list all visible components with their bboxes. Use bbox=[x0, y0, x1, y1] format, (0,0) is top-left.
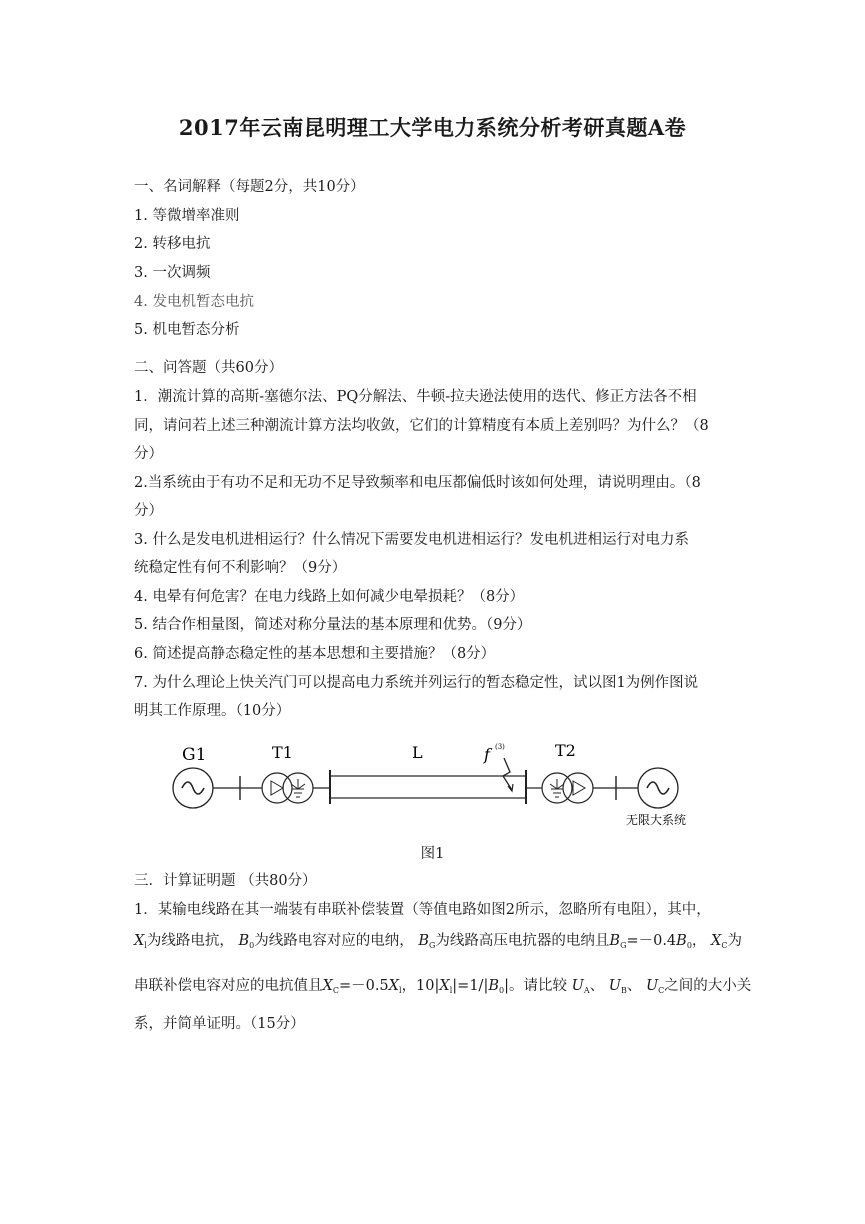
text: 串联补偿电容对应的电抗值且 bbox=[134, 978, 323, 994]
question-2-5: 5. 结合作相量图，简述对称分量法的基本原理和优势。（9分） bbox=[134, 617, 532, 633]
infinite-system-label: 无限大系统 bbox=[626, 813, 687, 827]
text: |。请比较 bbox=[504, 978, 567, 994]
fault-sup: (3) bbox=[495, 743, 505, 751]
g1-label: G1 bbox=[182, 745, 207, 765]
sub-a: A bbox=[583, 986, 590, 995]
text: 、 bbox=[589, 978, 605, 994]
text: 为线路电抗， bbox=[146, 933, 234, 949]
question-3-1-line3 bbox=[134, 976, 752, 1001]
sub-c: C bbox=[658, 986, 665, 995]
sub-l: l bbox=[144, 941, 147, 950]
symbol-X: X bbox=[439, 978, 450, 994]
text: 之间的大小关 bbox=[664, 978, 752, 994]
symbol-B: B bbox=[488, 978, 499, 994]
t1-label: T1 bbox=[272, 743, 293, 762]
symbol-X: X bbox=[134, 933, 145, 949]
generator-g1-icon bbox=[173, 768, 213, 808]
fault-symbol: f bbox=[484, 745, 490, 764]
question-2-2-line2: 分） bbox=[134, 503, 163, 519]
question-2-7-line2: 明其工作原理。（10分） bbox=[134, 703, 291, 719]
text: ， bbox=[691, 933, 707, 949]
transmission-line bbox=[330, 776, 526, 798]
sub-g: G bbox=[620, 941, 627, 950]
symbol-B: B bbox=[676, 933, 687, 949]
text: =－0.4 bbox=[626, 933, 677, 949]
term-item: 3. 一次调频 bbox=[134, 265, 211, 281]
symbol-U: U bbox=[571, 978, 584, 994]
sub-g: G bbox=[429, 941, 436, 950]
transformer-t2-icon bbox=[542, 773, 593, 803]
symbol-B: B bbox=[609, 933, 621, 949]
text: =－0.5 bbox=[338, 978, 389, 994]
section1-heading: 一、名词解释（每题2分，共10分） bbox=[134, 179, 365, 195]
text: |=1/| bbox=[452, 978, 489, 994]
symbol-X: X bbox=[711, 933, 722, 949]
sub-0: 0 bbox=[686, 941, 692, 950]
text: 为 bbox=[727, 933, 742, 949]
term-item: 4. 发电机暂态电抗 bbox=[134, 294, 254, 310]
symbol-B: B bbox=[418, 933, 430, 949]
fault-arrow-icon bbox=[503, 758, 512, 790]
symbol-X: X bbox=[388, 978, 399, 994]
infinite-system-icon bbox=[638, 768, 678, 808]
sub-c: C bbox=[721, 941, 728, 950]
transformer-t1-icon bbox=[262, 773, 313, 803]
question-2-2-line1: 2.当系统由于有功不足和无功不足导致频率和电压都偏低时该如何处理，请说明理由。（8 bbox=[134, 475, 701, 491]
sub-b: B bbox=[620, 986, 627, 995]
question-3-1-line2 bbox=[134, 931, 744, 956]
sub-l: l bbox=[399, 986, 402, 995]
symbol-B: B bbox=[238, 933, 250, 949]
figure1-diagram bbox=[160, 732, 720, 832]
section2-heading: 二、问答题（共60分） bbox=[134, 360, 283, 376]
figure1-caption: 图1 bbox=[420, 846, 445, 862]
text: 为线路电容对应的电纳， bbox=[254, 933, 414, 949]
question-2-1-line1: 1．潮流计算的高斯-塞德尔法、PQ分解法、牛顿-拉夫逊法使用的迭代、修正方法各不相 bbox=[134, 389, 697, 405]
term-item: 2. 转移电抗 bbox=[134, 236, 211, 252]
question-2-6: 6. 简述提高静态稳定性的基本思想和主要措施？（8分） bbox=[134, 646, 496, 662]
question-2-3-line1: 3. 什么是发电机进相运行？什么情况下需要发电机进相运行？发电机进相运行对电力系 bbox=[134, 532, 689, 548]
question-3-1-line4: 系，并简单证明。（15分） bbox=[134, 1016, 305, 1032]
sub-l: l bbox=[449, 986, 453, 995]
question-2-3-line2: 统稳定性有何不利影响？（9分） bbox=[134, 560, 347, 576]
question-2-7-line1: 7. 为什么理论上快关汽门可以提高电力系统并列运行的暂态稳定性，试以图1为例作图说 bbox=[134, 675, 699, 691]
question-3-1-line1: 1．某输电线路在其一端装有串联补偿装置（等值电路如图2所示，忽略所有电阻），其中， bbox=[134, 902, 711, 918]
term-item: 1. 等微增率准则 bbox=[134, 208, 240, 224]
t2-label: T2 bbox=[555, 741, 576, 760]
section3-heading: 三．计算证明题 （共80分） bbox=[134, 873, 317, 889]
page-title: 2017年云南昆明理工大学电力系统分析考研真题A卷 bbox=[178, 115, 687, 140]
text: 为线路高压电抗器的电纳且 bbox=[435, 933, 610, 949]
text: 、 bbox=[626, 978, 642, 994]
text: ，10| bbox=[401, 978, 440, 994]
line-label: L bbox=[412, 743, 423, 762]
fault-label bbox=[483, 745, 493, 764]
symbol-X: X bbox=[322, 978, 333, 994]
sub-c: C bbox=[332, 986, 339, 995]
question-2-1-line2: 同，请问若上述三种潮流计算方法均收敛，它们的计算精度有本质上差别吗？为什么？（8 bbox=[134, 418, 709, 434]
question-2-1-line3: 分） bbox=[134, 446, 163, 462]
sub-0: 0 bbox=[498, 986, 505, 995]
symbol-U: U bbox=[645, 978, 659, 994]
sub-0: 0 bbox=[249, 941, 255, 950]
symbol-U: U bbox=[608, 978, 621, 994]
term-item: 5. 机电暂态分析 bbox=[134, 322, 240, 338]
question-2-4: 4. 电晕有何危害？在电力线路上如何减少电晕损耗？（8分） bbox=[134, 589, 525, 605]
